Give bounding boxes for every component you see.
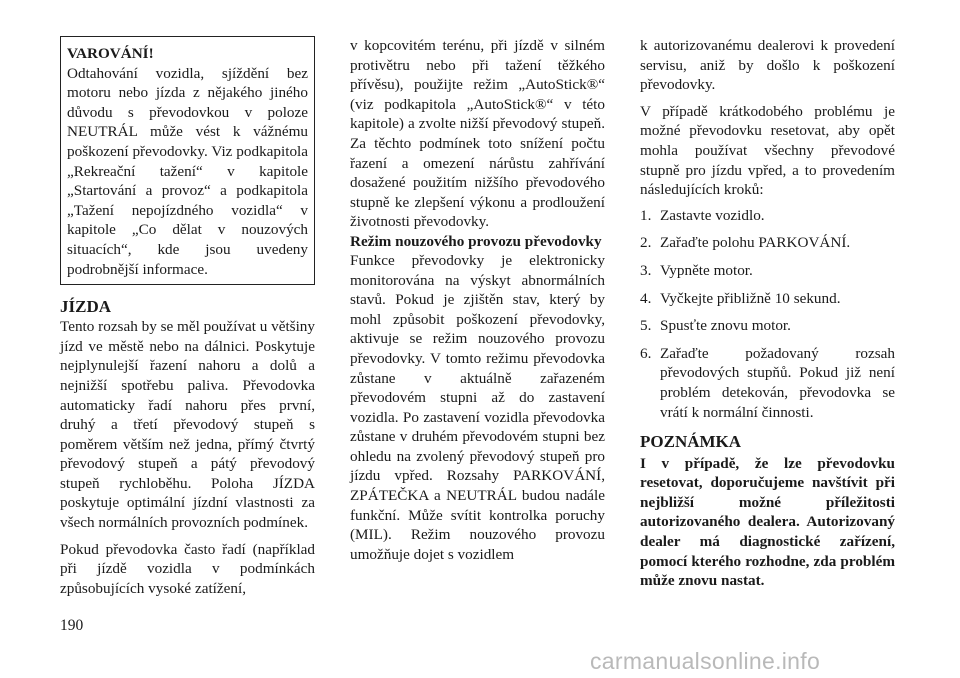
warning-title: VAROVÁNÍ!	[67, 45, 154, 62]
reset-step: 2. Zařaďte polohu PARKOVÁNÍ.	[640, 234, 851, 252]
limp-mode-paragraph-1: Funkce převodovky je elektronicky monitorována na výskyt abnormálních stavů. Pokud je zjištěn stav, který by mohl způsobit poškození převodovky, aktivuje se režim nouzového provozu převodovky. V tomto režimu převodovka zůstane v aktuálně zařazeném převodovém stupni až do zastavení vozidla. Po zastavení vozidla převodovka zůstane v druhém převodovém stupni bez ohledu na zvolený převodový stupeň pro jízdu vpřed. Rozsahy PARKOVÁNÍ, ZPÁTEČKA a NEUTRÁL budou nadále funkční. Může svítit kontrolka poruchy (MIL). Režim nouzového provozu umožňuje dojet s vozidlem	[350, 251, 605, 563]
reset-step: 4. Vyčkejte přibližně 10 sekund.	[640, 289, 841, 307]
drive-paragraph-2-continued: v kopcovitém terénu, při jízdě v silném protivětru nebo při tažení těžkého přívěsu), použijte režim „AutoStick®“ (viz podkapitola „AutoStick®“ v této kapitole) a zvolte nižší převodový stupeň. Za těchto podmínek toto snížení počtu řazení a omezení nárůstu zahřívání dosažené použitím nižšího převodového stupně ke zlepšení výkonu a prodloužení životnosti převodovky.	[350, 37, 605, 231]
warning-text: Odtahování vozidla, sjíždění bez motoru nebo jízda z nějakého jiného důvodu s převodovkou v poloze NEUTRÁL může vést k vážnému poškození převodovky. Viz podkapitola „Rekreační tažení“ v kapitole „Startování a provoz“ a podkapitola „Tažení nepojízdného vozidla“ v kapitole „Co dělat v nouzových situacích“, kde jsou uvedeny podrobnější informace.	[67, 64, 308, 278]
note-text: I v případě, že lze převodovku resetovat, doporučujeme navštívit při nejbližší možné příležitosti autorizovaného dealera. Autorizovaný dealer má diagnostické zařízení, pomocí kterého rozhodne, zda problém může znovu nastat.	[640, 454, 895, 590]
note-heading: POZNÁMKA	[640, 432, 742, 452]
reset-step: 6. Zařaďte požadovaný rozsah převodových stupňů. Pokud již není problém detekován, převodovka se vrátí k normální činnosti.	[640, 344, 895, 421]
drive-paragraph-1: Tento rozsah by se měl používat u většiny jízd ve městě nebo na dálnici. Poskytuje nejplynulejší řazení nahoru a dolů a nejnižší spotřebu paliva. Převodovka automaticky řadí nahoru přes první, druhý a třetí převodový stupeň s poměrem větším než jedna, přímý čtvrtý převodový stupeň a pátý převodový stupeň rychloběhu. Poloha JÍZDA poskytuje optimální jízdní vlastnosti za všech normálních provozních podmínek.	[60, 318, 315, 532]
drive-heading: JÍZDA	[60, 297, 112, 317]
limp-mode-heading: Režim nouzového provozu převodovky	[350, 232, 602, 250]
column-right	[640, 36, 895, 591]
limp-mode-paragraph-2: V případě krátkodobého problému je možné převodovku resetovat, aby opět mohla používat všechny převodové stupně pro jízdu vpřed, a to provedením následujících kroků:	[640, 102, 895, 199]
warning-box	[60, 36, 315, 285]
column-left	[60, 36, 315, 598]
limp-mode-paragraph-1-continued: k autorizovanému dealerovi k provedení servisu, aniž by došlo k poškození převodovky.	[640, 37, 895, 94]
watermark: carmanualsonline.info	[590, 648, 821, 674]
column-middle	[350, 36, 605, 564]
reset-step: 1. Zastavte vozidlo.	[640, 206, 765, 224]
reset-step: 3. Vypněte motor.	[640, 261, 753, 279]
page-number: 190	[60, 617, 84, 634]
reset-step: 5. Spusťte znovu motor.	[640, 317, 791, 335]
reset-steps-list	[640, 206, 895, 336]
drive-paragraph-2: Pokud převodovka často řadí (například při jízdě vozidla v podmínkách způsobujících vysoké zatížení,	[60, 540, 315, 597]
